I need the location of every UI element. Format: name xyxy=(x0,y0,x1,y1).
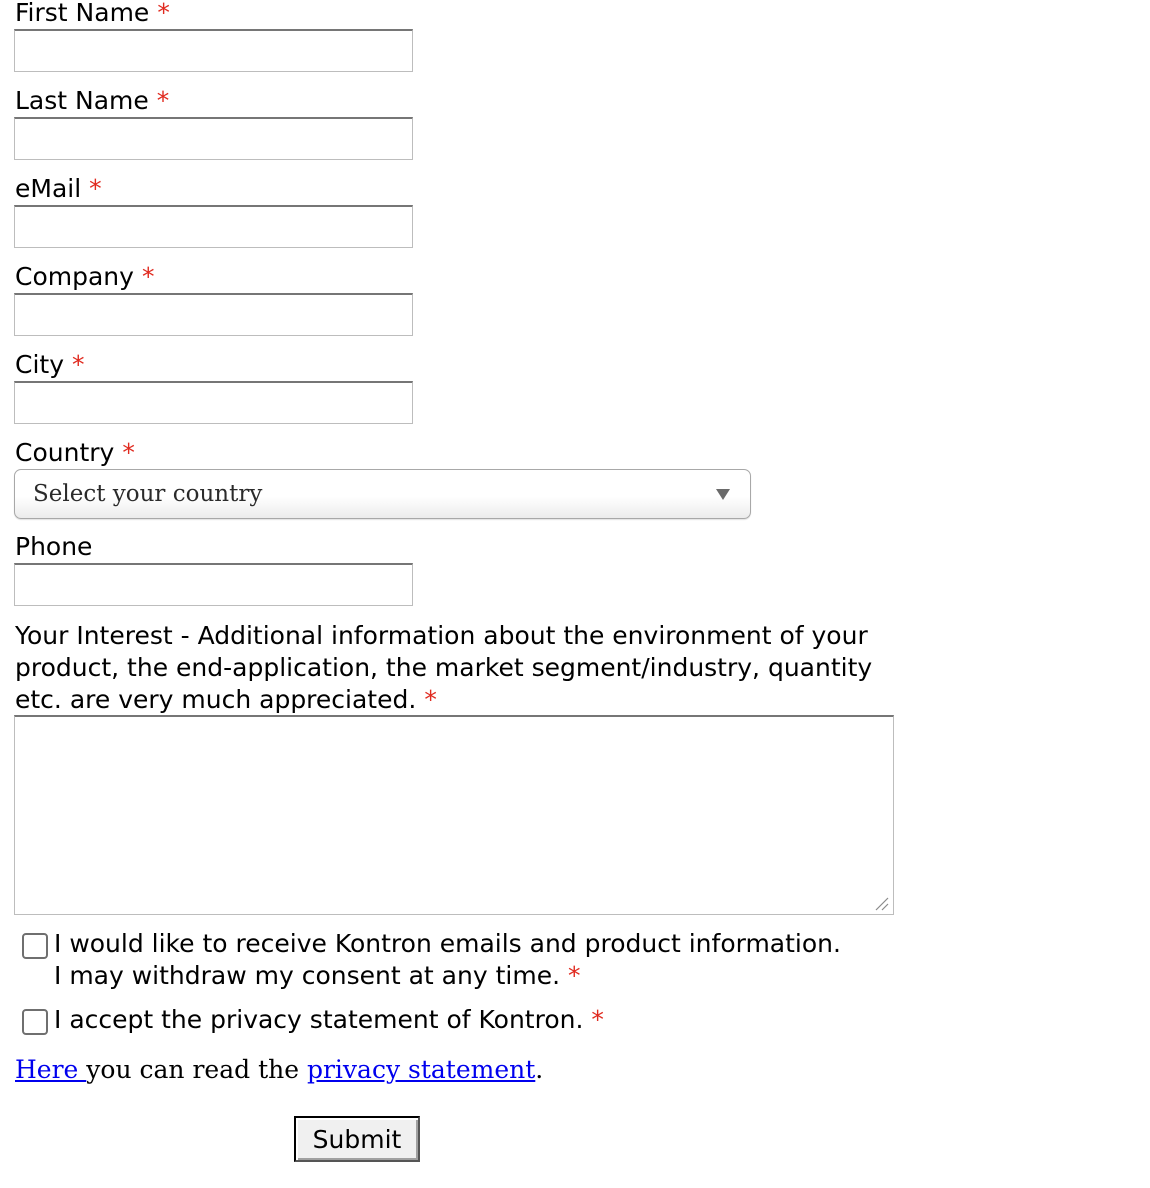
first-name-input[interactable] xyxy=(14,29,413,72)
submit-button[interactable]: Submit xyxy=(294,1116,420,1162)
last-name-label-text: Last Name xyxy=(15,86,149,115)
newsletter-consent-label xyxy=(54,928,841,992)
city-label-text: City xyxy=(15,350,64,379)
required-marker: * xyxy=(591,1005,604,1034)
company-label-text: Company xyxy=(15,262,134,291)
privacy-accept-checkbox[interactable] xyxy=(22,1009,48,1035)
phone-input[interactable] xyxy=(14,563,413,606)
newsletter-consent-line1: I would like to receive Kontron emails and product information. xyxy=(54,929,841,958)
phone-label-text: Phone xyxy=(15,532,93,561)
email-label-text: eMail xyxy=(15,174,82,203)
resize-grip-icon[interactable] xyxy=(872,894,890,912)
required-marker: * xyxy=(72,350,85,379)
privacy-note xyxy=(15,1053,543,1087)
first-name-label-text: First Name xyxy=(15,0,150,27)
required-marker: * xyxy=(89,174,102,203)
required-marker: * xyxy=(141,262,155,291)
newsletter-consent-checkbox[interactable] xyxy=(22,933,48,959)
country-label-text: Country xyxy=(15,438,115,467)
required-marker: * xyxy=(568,961,581,990)
required-marker: * xyxy=(424,685,437,714)
email-input[interactable] xyxy=(14,205,413,248)
interest-textarea[interactable] xyxy=(14,715,894,915)
country-label xyxy=(15,437,135,469)
required-marker: * xyxy=(157,0,170,27)
company-input[interactable] xyxy=(14,293,413,336)
city-label xyxy=(15,349,85,381)
required-marker: * xyxy=(122,438,135,467)
company-label xyxy=(15,261,154,293)
newsletter-consent-line2: I may withdraw my consent at any time. xyxy=(54,961,561,990)
newsletter-consent-line2-row xyxy=(54,960,841,992)
email-label xyxy=(15,173,102,205)
interest-label-text: Your Interest - Additional information about the environment of your product, the end-application, the market segment/industry, quantity etc. are very much appreciated. xyxy=(15,621,873,714)
country-select-value: Select your country xyxy=(33,481,263,507)
phone-label xyxy=(15,531,92,563)
here-link[interactable]: Here xyxy=(15,1055,87,1084)
privacy-note-middle: you can read the xyxy=(86,1055,307,1084)
interest-label xyxy=(15,620,895,716)
last-name-input[interactable] xyxy=(14,117,413,160)
country-select[interactable] xyxy=(14,469,751,519)
privacy-accept-label-text: I accept the privacy statement of Kontron. xyxy=(54,1005,584,1034)
city-input[interactable] xyxy=(14,381,413,424)
privacy-accept-label xyxy=(54,1004,604,1036)
privacy-note-end: . xyxy=(535,1055,544,1084)
dropdown-arrow-icon xyxy=(716,489,730,500)
required-marker: * xyxy=(156,86,170,115)
privacy-statement-link[interactable]: privacy statement xyxy=(306,1055,536,1084)
last-name-label xyxy=(15,85,169,117)
first-name-label xyxy=(15,0,170,29)
